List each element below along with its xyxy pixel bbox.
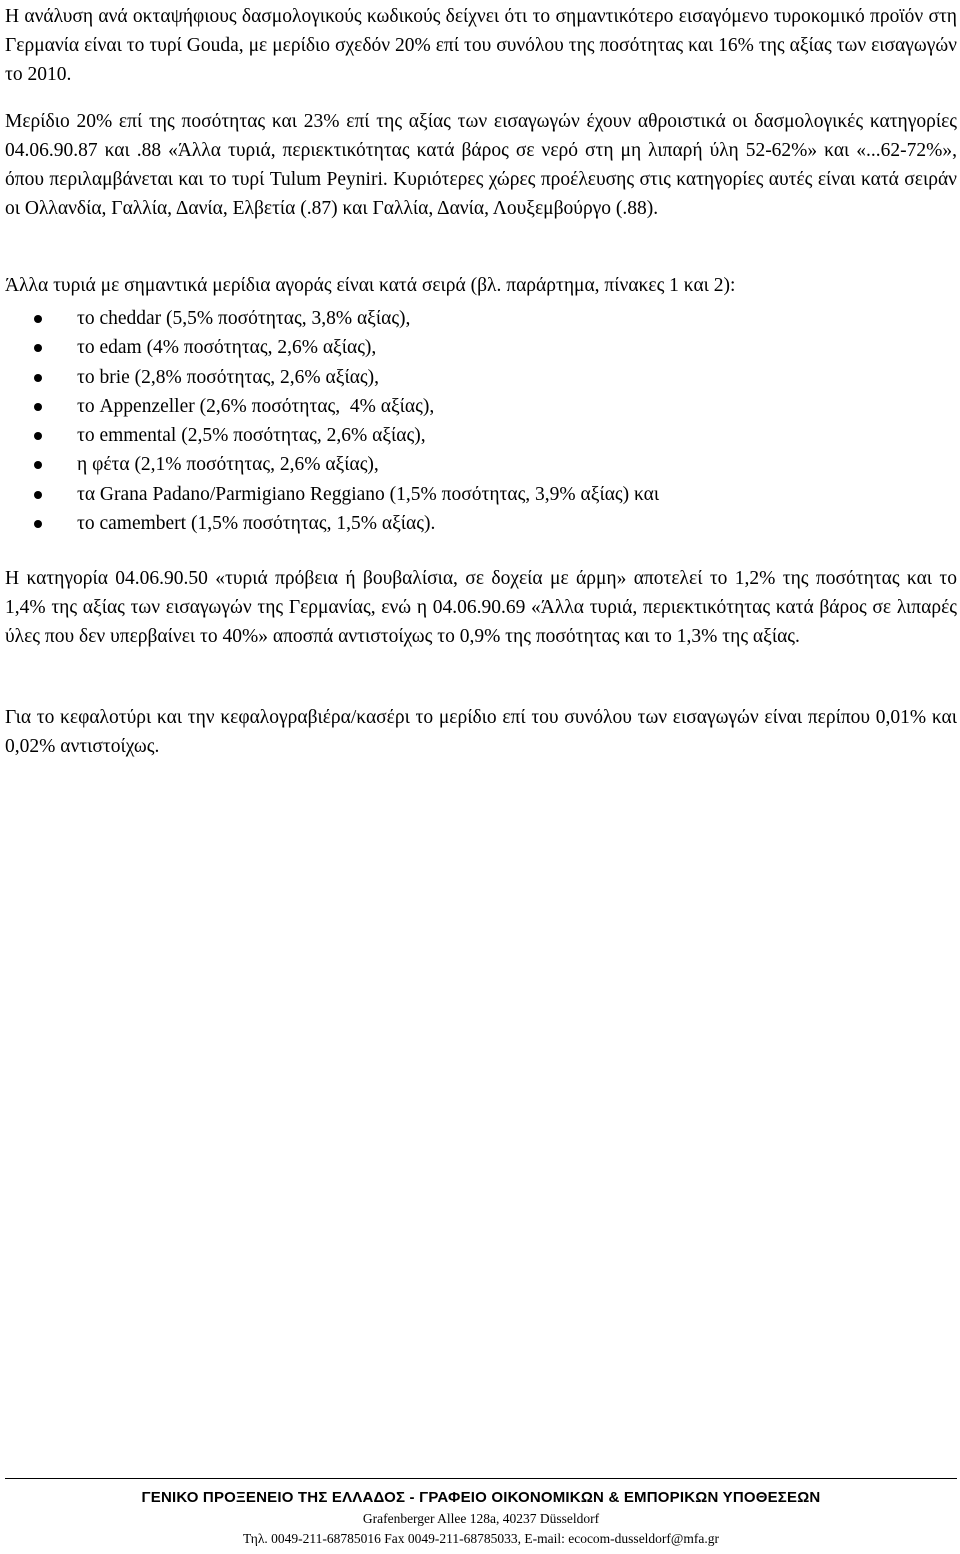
bullet-icon	[34, 344, 42, 352]
bullet-icon	[34, 461, 42, 469]
list-item: τα Grana Padano/Parmigiano Reggiano (1,5% ποσότητας, 3,9% αξίας) και	[5, 480, 957, 509]
bullet-icon	[34, 491, 42, 499]
paragraph-tariff-categories: Μερίδιο 20% επί της ποσότητας και 23% επί της αξίας των εισαγωγών έχουν αθροιστικά οι δασμολογικές κατηγορίες 04.06.90.87 και .88 «Άλλα τυριά, περιεκτικότητας κατά βάρος σε νερό στη μη λιπαρή ύλη 52-62%» και «...62-72%», όπου περιλαμβάνεται και το τυρί Tulum Peyniri. Κυριότερες χώρες προέλευσης στις κατηγορίες αυτές είναι κατά σειράν οι Ολλανδία, Γαλλία, Δανία, Ελβετία (.87) και Γαλλία, Δανία, Λουξεμβούργο (.88).	[5, 111, 957, 219]
list-item: το Appenzeller (2,6% ποσότητας, 4% αξίας),	[5, 392, 957, 421]
bullet-icon	[34, 403, 42, 411]
list-item: το camembert (1,5% ποσότητας, 1,5% αξίας).	[5, 509, 957, 538]
cheese-market-share-list	[5, 304, 957, 538]
bullet-icon	[34, 520, 42, 528]
bullet-icon	[34, 374, 42, 382]
list-item: η φέτα (2,1% ποσότητας, 2,6% αξίας),	[5, 450, 957, 479]
paragraph-kefalotyri: Για το κεφαλοτύρι και την κεφαλογραβιέρα/κασέρι το μερίδιο επί του συνόλου των εισαγωγών είναι περίπου 0,01% και 0,02% αντιστοίχως.	[5, 707, 957, 757]
list-item: το emmental (2,5% ποσότητας, 2,6% αξίας),	[5, 421, 957, 450]
paragraph-gouda-analysis: Η ανάλυση ανά οκταψήφιους δασμολογικούς κωδικούς δείχνει ότι το σημαντικότερο εισαγόμενο τυροκομικό προϊόν στη Γερμανία είναι το τυρί Gouda, με μερίδιο σχεδόν 20% επί του συνόλου της ποσότητας και 16% της αξίας των εισαγωγών το 2010.	[5, 6, 957, 85]
footer-title: ΓΕΝΙΚΟ ΠΡΟΞΕΝΕΙΟ ΤΗΣ ΕΛΛΑΔΟΣ - ΓΡΑΦΕΙΟ ΟΙΚΟΝΟΜΙΚΩΝ & ΕΜΠΟΡΙΚΩΝ ΥΠΟΘΕΣΕΩΝ	[141, 1489, 821, 1506]
footer-address: Grafenberger Allee 128a, 40237 Düsseldorf	[362, 1511, 600, 1526]
bullet-icon	[34, 315, 42, 323]
list-item: το brie (2,8% ποσότητας, 2,6% αξίας),	[5, 363, 957, 392]
bullet-icon	[34, 432, 42, 440]
footer-contact: Τηλ. 0049-211-68785016 Fax 0049-211-68785033, E-mail: ecocom-dusseldorf@mfa.gr	[243, 1531, 719, 1546]
footer-divider	[5, 1478, 957, 1479]
paragraph-other-cheeses-intro: Άλλα τυριά με σημαντικά μερίδια αγοράς είναι κατά σειρά (βλ. παράρτημα, πίνακες 1 και 2):	[5, 275, 736, 296]
page-footer	[5, 1487, 957, 1549]
paragraph-sheep-buffalo-cheese: Η κατηγορία 04.06.90.50 «τυριά πρόβεια ή βουβαλίσια, σε δοχεία με άρμη» αποτελεί το 1,2% της ποσότητας και το 1,4% της αξίας των εισαγωγών της Γερμανίας, ενώ η 04.06.90.69 «Άλλα τυριά, περιεκτικότητας κατά βάρος σε λιπαρές ύλες που δεν υπερβαίνει το 40%» αποσπά αντιστοίχως το 0,9% της ποσότητας και το 1,3% της αξίας.	[5, 568, 957, 647]
list-item: το cheddar (5,5% ποσότητας, 3,8% αξίας),	[5, 304, 957, 333]
list-item: το edam (4% ποσότητας, 2,6% αξίας),	[5, 333, 957, 362]
